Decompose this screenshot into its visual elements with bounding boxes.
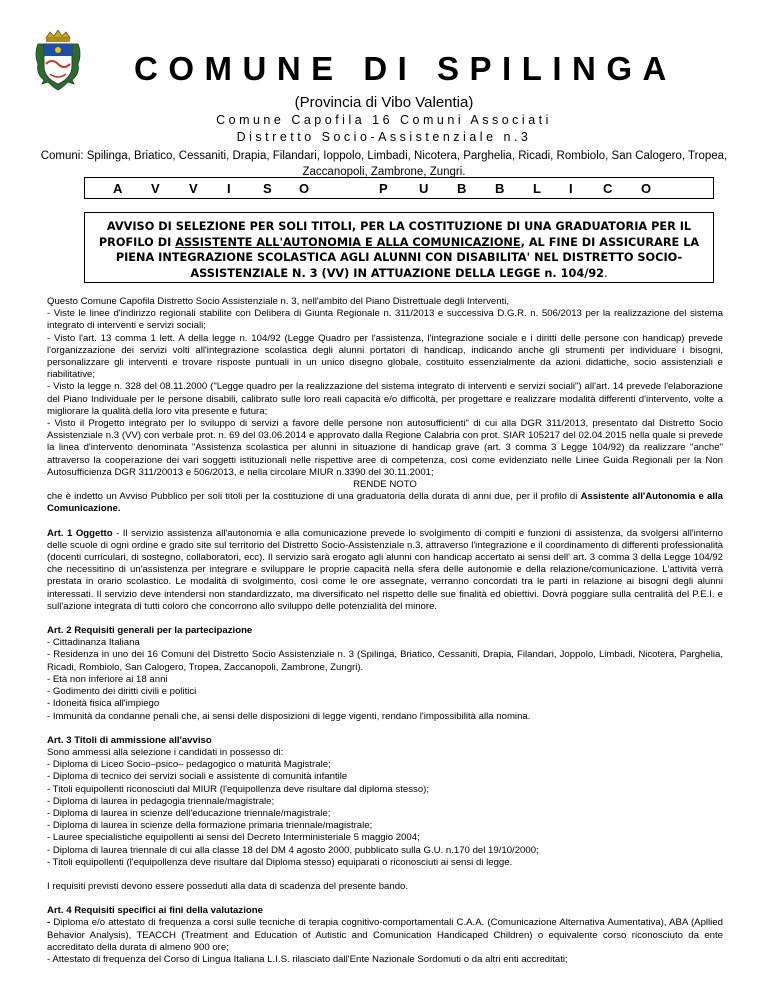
- comuni-list: Comuni: Spilinga, Briatico, Cessaniti, Drapia, Filandari, Ioppolo, Limbadi, Nicotera, Parghelia, Ricadi, Rombiolo, San Calogero, Tropea, Zaccanopoli, Zambrone, Zungri.: [40, 150, 728, 178]
- avviso-pubblico-banner: [84, 177, 714, 199]
- art4-title-text: Art. 4 Requisiti specifici ai fini della valutazione: [47, 905, 263, 917]
- art4-title: [47, 905, 723, 917]
- avviso-letter: S: [263, 181, 272, 196]
- avviso-letter: I: [569, 181, 573, 196]
- art1-text: - Il servizio assistenza all'autonomia e alla comunicazione prevede lo svolgimento di compiti e funzioni di assistenza, da svolgersi all'interno delle scuole di ogni ordine e grado site sul territorio del Distretto Socio-Assistenziale n.3, attraverso l'integrazione e il coordinamento di differenti professionalità (docenti curriculari, di sostegno, collaboratori, ecc). Il servizio sarà erogato agli alunni con handicap accertato ai sensi dell' art. 3 comma 3 della Legge 104/92 che necessitino di un'assistenza per integrare e sviluppare le proprie capacità nella sfera delle autonomie e della relazione/comunicazione. L'attività verrà prestata in orario scolastico. Le modalità di svolgimento, così come le ore assegnate, verranno concordati tra le parti in relazione ai bisogni degli alunni interessati. Il servizio deve intendersi non standardizzato, ma diversificato nel rispetto delle sue finalità ed obiettivi. Dovrà poggiare sulla centralità del P.E.I. e sull'azione integrata di tutti coloro che concorrono allo sviluppo delle potenzialità del minore.: [47, 527, 723, 612]
- distretto-line: Distretto Socio-Assistenziale n.3: [236, 130, 532, 144]
- avviso-letter: C: [603, 181, 613, 196]
- coat-of-arms-icon: [32, 30, 84, 92]
- art2-title: [47, 625, 723, 637]
- art2-item: - Residenza in uno dei 16 Comuni del Distretto Socio Assistenziale n. 3 (Spilinga, Briatico, Cessaniti, Drapia, Filandari, Joppolo, Limbadi, Nicotera, Parghelia, Ricadi, Rombiolo, San Calogero, Tropea, Zaccanopoli, Zambrone, Zungri).: [47, 649, 723, 673]
- avviso-letter: L: [533, 181, 541, 196]
- avviso-letter: V: [189, 181, 198, 196]
- heading-end: .: [604, 266, 608, 280]
- heading-part1: AVVISO DI SELEZIONE PER SOLI TITOLI, PER LA COSTITUZIONE DI UNA GRADUATORIA PER IL PROFILO DI: [98, 220, 692, 249]
- art2-item: - Cittadinanza Italiana: [47, 637, 140, 649]
- indetto-profile: Assistente all'Autonomia e alla Comunicazione.: [47, 491, 723, 515]
- art3-item: - Lauree specialistiche equipollenti ai sensi del Decreto Interministeriale 5 maggio 2004;: [47, 832, 420, 844]
- document-body: [47, 296, 723, 966]
- rende-noto: RENDE NOTO: [353, 479, 417, 491]
- art2-title-text: Art. 2 Requisiti generali per la partecipazione: [47, 625, 253, 637]
- art4-item: - Attestato di frequenza del Corso di Lingua Italiana L.I.S. rilasciato dall'Ente Nazionale Sordomuti o da altri enti accreditati;: [47, 953, 568, 965]
- selection-notice-heading: [84, 212, 714, 283]
- art3-item: - Diploma di laurea in pedagogia triennale/magistrale;: [47, 795, 275, 807]
- art3-item: - Diploma di laurea in scienze dell'educazione triennale/magistrale;: [47, 807, 331, 819]
- art2-item: - Godimento dei diritti civili e politici: [47, 686, 197, 698]
- avviso-letter: B: [457, 181, 467, 196]
- art1-paragraph: [47, 528, 723, 613]
- avviso-letter: B: [495, 181, 505, 196]
- art3-item: - Titoli equipollenti (l'equipollenza deve risultare dal Diploma stesso) equiparati o riconosciuti ai sensi di legge.: [47, 856, 513, 868]
- art3-item: - Diploma di tecnico dei servizi sociali e assistente di comunità infantile: [47, 771, 348, 783]
- art3-item: - Diploma di laurea in scienze della formazione primaria triennale/magistrale;: [47, 820, 373, 832]
- art2-item: - Immunità da condanne penali che, ai sensi delle disposizioni di legge vigenti, rendano l'impossibilità alla nomina.: [47, 710, 531, 722]
- art3-item: - Diploma di Liceo Socio–psico– pedagogico o maturità Magistrale;: [47, 759, 331, 771]
- avviso-letter: P: [379, 181, 388, 196]
- art4-bullet: -: [47, 917, 54, 929]
- art1-title: Art. 1 Oggetto: [47, 527, 113, 539]
- intro-paragraph: - Visto il Progetto integrato per lo sviluppo di servizi a favore delle persone non autosufficienti" di cui alla DGR 311/2013, presentato dal Distretto Socio Assistenziale n.3 (VV) con verbale prot. n. 69 del 03.06.2014 e approvato dalla Regione Calabria con prot. SIAR 105217 del 02.04.2015 nella quale si prevede la linea d'intervento denominata "Assistenza scolastica per alunni in situazione di handicap grave (art. 3 comma 3 Legge 104/92) da realizzare "anche" attraverso la cooperazione dei vari soggetti istituzionali nelle rispettive aree di competenza, così come evidenziato nelle Linee Guida Regionali per la Non Autosufficienza DGR 311/20013 e 506/2013, e nella circolare MIUR n.3390 del 30.11.2001;: [47, 418, 723, 478]
- avviso-letter: O: [299, 181, 310, 196]
- avviso-letter: V: [151, 181, 160, 196]
- intro-paragraph: - Visto la legge n. 328 del 08.11.2000 ("Legge quadro per la realizzazione del sistema integrato di interventi e servizi sociali") all'art. 14 prevede l'elaborazione del Piano Individuale per le persone disabili, calibrato sulle loro reali capacità e/o difficoltà, per progettare e realizzare modalità differenti d'intervento, volte a migliorare la qualità della loro vita presente e futura;: [47, 381, 723, 417]
- intro-paragraph: Questo Comune Capofila Distretto Socio Assistenziale n. 3, nell'ambito del Piano Distrettuale degli Interventi,: [47, 296, 510, 307]
- art4-item-text: Diploma e/o attestato di frequenza a corsi sulle tecniche di terapia cognitivo-comportamentali C.A.A. (Comunicazione Alternativa Aumentativa), ABA (Apllied Behavior Analysis), TEACCH (Treatment and Education of Autistic and Comunication Handicaped Children) o equivalente corso riconosciuto da ente accreditato della durata di almeno 900 ore;: [47, 917, 723, 953]
- intro-paragraph: - Visto l'art. 13 comma 1 lett. A della legge n. 104/92 (Legge Quadro per l'assistenza, l'integrazione sociale e i diritti delle persone con handicap) prevede l'organizzazione dei servizi volti all'integrazione scolastica degli alunni portatori di handicap, indicando anche gli strumenti per individuare i bisogni, personalizzare gli interventi e trovare risposte puntuali in un unico disegno globale, costituito essenzialmente da azioni didattiche, socio assistenziali e riabilitative;: [47, 332, 723, 381]
- avviso-letter: I: [227, 181, 231, 196]
- capofila-line: Comune Capofila 16 Comuni Associati: [216, 113, 552, 127]
- art3-title-text: Art. 3 Titoli di ammissione all'avviso: [47, 734, 212, 746]
- art3-item: - Diploma di laurea triennale di cui alla classe 18 del DM 4 agosto 2000, pubblicato sulla G.U. n.170 del 19/10/2000;: [47, 844, 539, 856]
- art3-title: [47, 735, 723, 747]
- provincia-subtitle: (Provincia di Vibo Valentia): [294, 94, 474, 111]
- art3-item: - Titoli equipollenti riconosciuti dal MIUR (l'equipollenza deve risultare dal diploma stesso);: [47, 783, 430, 795]
- heading-profile: ASSISTENTE ALL'AUTONOMIA E ALLA COMUNICAZIONE: [175, 235, 521, 249]
- page-title: COMUNE DI SPILINGA: [134, 50, 677, 87]
- indetto-text: che è indetto un Avviso Pubblico per soli titoli per la costituzione di una graduatoria della durata di anni due, per il profilo di: [47, 491, 581, 503]
- intro-paragraph: - Viste le linee d'indirizzo regionali stabilite con Delibera di Giunta Regionale n. 311/2013 e successiva D.G.R. n. 506/2013 per la realizzazione del sistema integrato di interventi e servizi sociali;: [47, 308, 723, 332]
- art2-item: - Età non inferiore ai 18 anni: [47, 673, 168, 685]
- art2-item: - Idoneità fisica all'impiego: [47, 698, 160, 710]
- art4-item: [47, 917, 723, 954]
- avviso-letter: U: [419, 181, 429, 196]
- art3-item: Sono ammessi alla selezione i candidati in possesso di:: [47, 746, 284, 758]
- heading-part2: , AL FINE DI ASSICURARE LA PIENA INTEGRAZIONE SCOLASTICA AGLI ALUNNI CON DISABILITA' NEL DISTRETTO SOCIO-ASSISTENZIALE N. 3 (VV) IN ATTUAZIONE DELLA LEGGE n. 104/92: [115, 235, 700, 280]
- avviso-letter: O: [641, 181, 652, 196]
- avviso-letter: A: [113, 181, 123, 196]
- art3-note: I requisiti previsti devono essere posseduti alla data di scadenza del presente bando.: [47, 880, 409, 892]
- indetto-paragraph: [47, 491, 723, 515]
